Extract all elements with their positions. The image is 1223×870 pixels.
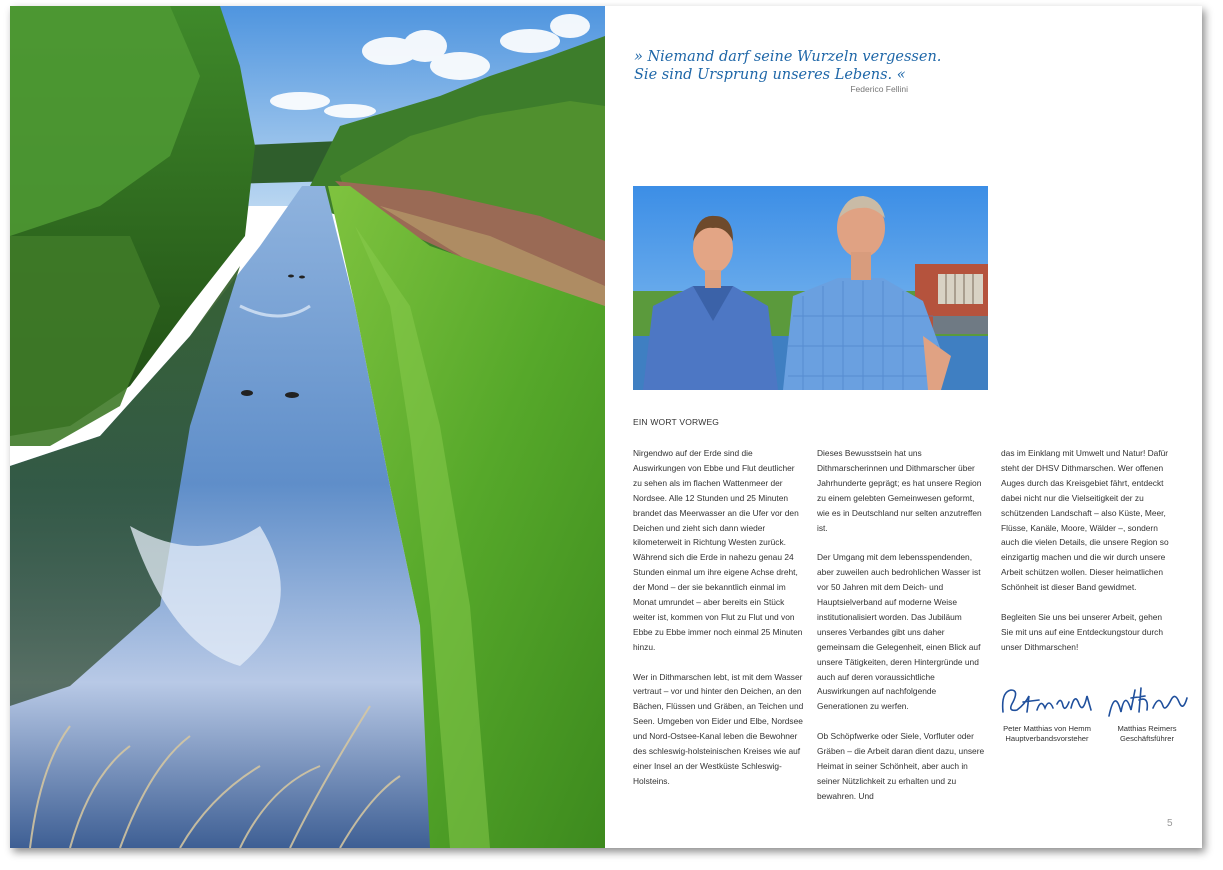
quote-line-1: » Niemand darf seine Wurzeln vergessen. [634, 49, 942, 65]
paragraph: Wer in Dithmarschen lebt, ist mit dem Wasser vertraut – vor und hinter den Deichen, an den Bächen, Flüssen und Gräben, an Teichen und Seen. Umgeben von Eider und Elbe, Nordsee und Nord-Ostsee-Kanal leben die Bewohner des schleswig-holsteinischen Kreises wie auf einer Insel an der Westküste Schleswig-Holsteins. [633, 671, 804, 786]
page-number: 5 [1167, 818, 1173, 829]
signatory-role: Geschäftsführer [1119, 734, 1175, 743]
brochure-spread [10, 6, 1202, 848]
paragraph: Begleiten Sie uns bei unserer Arbeit, gehen Sie mit uns auf eine Entdeckungstour durch unser Dithmarschen! [1001, 611, 1164, 652]
paragraph: Ob Schöpfwerke oder Siele, Vorfluter oder Gräben – die Arbeit daran dient dazu, unsere Heimat in seiner Schönheit, aber auch in seiner Nützlichkeit zu erhalten und zu bewahren. Und [817, 731, 985, 801]
epigraph-quote [634, 48, 942, 84]
section-heading: EIN WORT VORWEG [633, 417, 720, 427]
signatory-name: Peter Matthias von Hemm [1003, 724, 1091, 733]
two-men-portrait-illustration [633, 186, 988, 390]
text-page [605, 6, 1202, 848]
text-column-2 [817, 446, 989, 819]
portrait-photo [633, 186, 988, 390]
handwritten-signature-1 [999, 682, 1095, 722]
text-column-1 [633, 446, 805, 804]
text-column-3 [1001, 446, 1173, 670]
quote-author: Federico Fellini [850, 84, 908, 94]
quote-line-2: Sie sind Ursprung unseres Lebens. « [634, 67, 906, 83]
handwritten-signature-2 [1105, 682, 1189, 722]
signatory-name: Matthias Reimers [1117, 724, 1177, 733]
paragraph: das im Einklang mit Umwelt und Natur! Dafür steht der DHSV Dithmarschen. Wer offenen Auges durch das Kreisgebiet fährt, entdeckt dabei nicht nur die Vielseitigkeit der zu schützenden Landschaft – also Küste, Meer, Flüsse, Kanäle, Moore, Wälder –, sondern auch die vielen Details, die unsere Region so einzigartig machen und die wir durch unsere Arbeit schützen wollen. Dieser heimatlichen Schönheit ist dieser Band gewidmet. [1001, 448, 1169, 593]
canal-photo-illustration [10, 6, 605, 848]
paragraph: Nirgendwo auf der Erde sind die Auswirkungen von Ebbe und Flut deutlicher zu sehen als im flachen Wattenmeer der Nordsee. Alle 12 Stunden und 25 Minuten brandet das Meerwasser an die Ufer vor den Deichen und zieht sich dann wieder kilometerweit in Richtung Westen zurück. Während sich die Erde in nahezu genau 24 Stunden einmal um ihre eigene Achse dreht, der Mond – der sie bekanntlich einmal im Monat umrundet – aber bereits ein Stück weiter ist, kommen von Flut zu Flut und von Ebbe zu Ebbe immer noch einmal 25 Minuten hinzu. [633, 448, 803, 652]
signatory-role: Hauptverbandsvorsteher [1005, 734, 1089, 743]
canal-landscape-photo [10, 6, 605, 848]
signature-block-von-hemm [997, 682, 1097, 744]
paragraph: Der Umgang mit dem lebensspendenden, aber zuweilen auch bedrohlichen Wasser ist vor 50 Jahren mit dem Deich- und Hauptsielverband auf moderne Weise institutionalisiert worden. Das Jubiläum unseres Verbandes gibt uns daher gemeinsam die Gelegenheit, einen Blick auf unsere Tätigkeiten, deren Hintergründe und auch auf deren voraussichtliche Auswirkungen auf nachfolgende Generationen zu werfen. [817, 552, 981, 712]
signature-block-reimers [1103, 682, 1191, 744]
paragraph: Dieses Bewusstsein hat uns Dithmarscherinnen und Dithmarscher über Jahrhunderte geprägt; es hat unsere Region zu einem gelebten Gemeinwesen geformt, wie es in Deutschland nur selten anzutreffen ist. [817, 448, 982, 533]
